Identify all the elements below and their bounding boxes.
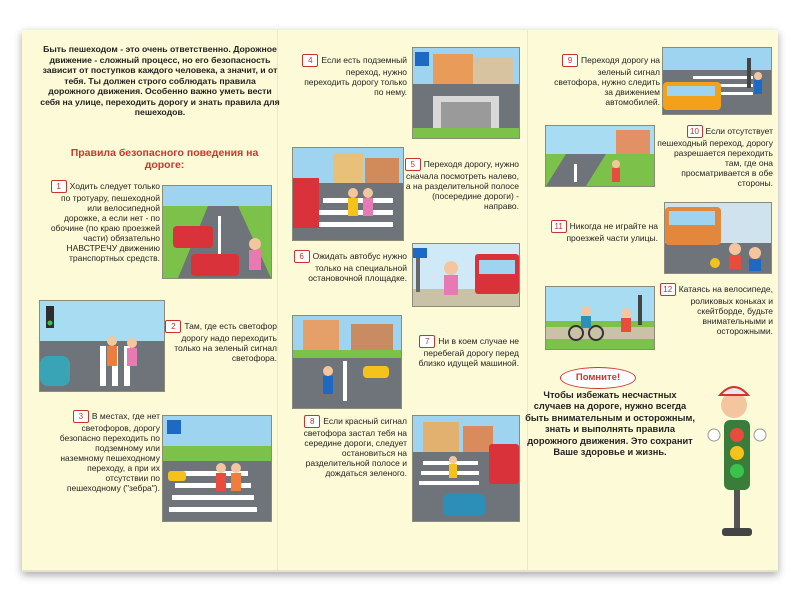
rule-1: 1 Ходить следует только по тротуару, пешеходной или велосипедной дорожке, а если нет - по обочине (по краю проезжей части) обязательно НАВСТРЕЧУ движению транспортных средств.	[50, 180, 160, 263]
rule-8: 8 Если красный сигнал светофора застал тебя на середине дороги, следует остановиться на разделительной полосе и дождаться зеленого.	[303, 415, 407, 478]
illustration-crosswalk-cars	[662, 47, 772, 115]
rule-6: 6 Ожидать автобус нужно только на специальной остановочной площадке.	[292, 250, 407, 283]
rule-2: 2 Там, где есть светофор дорогу надо переходить только на зеленый сигнал светофора.	[165, 320, 277, 363]
illustration-zebra	[162, 415, 272, 522]
closing-message: Чтобы избежать несчастных случаев на дороге, нужно всегда быть внимательным и осторожным, знать и выполнять правила дорожного движения. Это сохранит Ваше здоровье и жизнь.	[525, 390, 695, 458]
rule-12: 12 Катаясь на велосипеде, роликовых коньках и скейтборде, будьте внимательными и осторожными.	[655, 283, 773, 336]
traffic-light-mascot	[684, 365, 774, 545]
rule-10: 10 Если отсутствует пешеходный переход, дорогу разрешается переходить там, где она просматривается в обе стороны.	[657, 125, 773, 188]
rule-9: 9 Переходя дорогу на зеленый сигнал светофора, нужно следить за движением автомобилей.	[554, 54, 660, 107]
illustration-sidewalk	[162, 185, 272, 279]
illustration-no-playing	[664, 202, 772, 274]
rule-5: 5 Переходя дорогу, нужно сначала посмотреть налево, а на разделительной полосе (посередине дороги) - направо.	[405, 158, 519, 211]
rule-11: 11 Никогда не играйте на проезжей части улицы.	[550, 220, 658, 243]
illustration-running-child	[292, 315, 402, 409]
illustration-cycling	[545, 286, 655, 350]
rules-heading: Правила безопасного поведения на дороге:	[70, 147, 259, 171]
remember-bubble: Помните!	[560, 367, 636, 389]
rule-4: 4 Если есть подземный переход, нужно переходить дорогу только по нему.	[304, 54, 407, 97]
illustration-bus-stop	[412, 243, 520, 307]
rule-3: 3 В местах, где нет светофоров, дорогу безопасно переходить по подземному или наземному пешеходному переходу, а при их отсутствии по пешеходному ("зебра").	[59, 410, 160, 493]
intro-text: Быть пешеходом - это очень ответственно. Дорожное движение - сложный процесс, но его безопасность зависит от поступков каждого человека, а значит, и от тебя. Ты должен строго соблюдать правила дорожного движения. Особенно важно уметь вести себя на улице, переходить дорогу и знать правила для пешеходов.	[40, 44, 280, 117]
brochure-sheet	[22, 30, 778, 572]
illustration-underpass	[412, 47, 520, 139]
illustration-no-crosswalk	[545, 125, 655, 187]
illustration-look-left-right	[292, 147, 404, 241]
illustration-median-strip	[412, 415, 520, 522]
illustration-traffic-light	[39, 300, 165, 392]
fold-line	[527, 30, 528, 570]
rule-7: 7 Ни в коем случае не перебегай дорогу перед близко идущей машиной.	[418, 335, 519, 368]
